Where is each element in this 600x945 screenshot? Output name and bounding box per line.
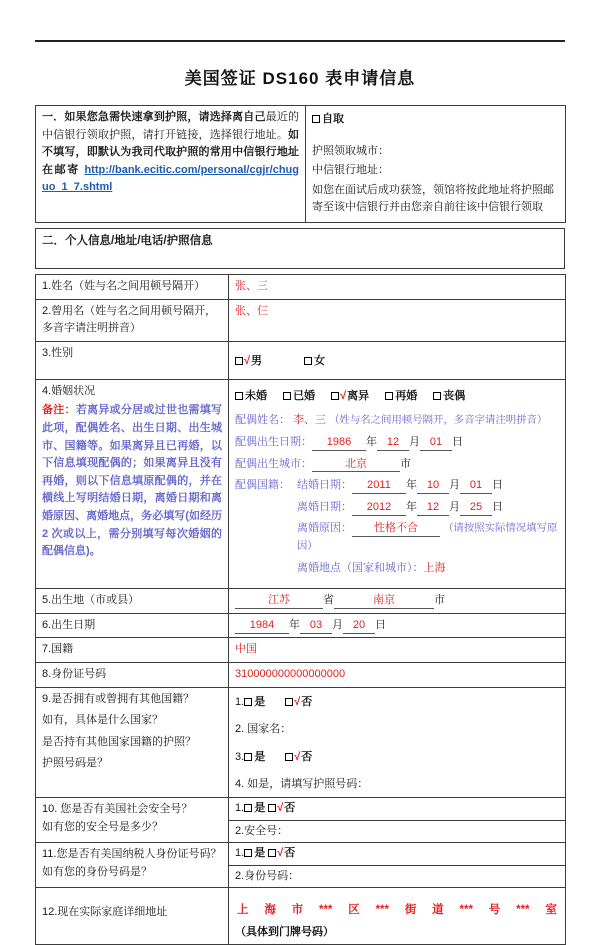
male-checkbox[interactable] (235, 355, 262, 367)
divorce-reason-label: 离婚原因： (297, 522, 352, 535)
birthdate-label: 6.出生日期 (36, 613, 229, 638)
female-checkbox[interactable] (304, 355, 325, 367)
other-nationality-label-line: 护照号码是？ (42, 757, 108, 770)
unit-month: 月 (409, 435, 420, 448)
checkbox-icon (331, 392, 339, 400)
spouse-city-label: 配偶出生城市： (235, 457, 312, 470)
address-segment: *** (375, 904, 390, 917)
checkbox-icon (285, 753, 293, 761)
taxpayer-yes-checkbox[interactable] (244, 847, 265, 859)
marriage-date-label: 结婚日期： (297, 479, 352, 492)
taxpayer-id-label-line: 如有您的身份号码是？ (42, 865, 152, 878)
other-passport-no-checkbox[interactable] (285, 751, 312, 763)
check-mark: √ (294, 695, 301, 708)
page-title: 美国签证 DS160 表申请信息 (184, 69, 416, 88)
former-name-label: 2.曾用名（姓与名之间用顿号隔开，多音字请注明拼音） (36, 299, 229, 341)
unit-year: 年 (289, 618, 300, 631)
divorce-date-day: 25 (460, 501, 492, 516)
address-segment: 号 (488, 904, 501, 917)
unit-city: 市 (400, 457, 411, 470)
pickup-instructions-cell (36, 106, 306, 223)
checkbox-label: 是 (254, 847, 266, 860)
spouse-dob-day: 01 (420, 436, 452, 451)
ssn-yes-checkbox[interactable] (244, 802, 265, 814)
marital-note-text: 若离异或分居或过世也需填写此项，配偶姓名、出生日期、出生城市、国籍等。如果离异且已再婚，以下信息填现配偶的；如果离异且没有再婚，则以下信息填原配偶的，并在横线上写明结婚日期，离婚日期和离婚原因、离婚地点，务必填写(如经历 2 次或以上，需分别填写每次婚姻的配偶信息)。 (42, 404, 223, 558)
unit-year: 年 (406, 500, 417, 513)
address-segment: 街 (404, 904, 417, 917)
name-value: 张、三 (235, 279, 268, 292)
home-address-value (235, 891, 559, 921)
unit-year: 年 (406, 479, 417, 492)
table-row (36, 843, 566, 888)
checkbox-icon (268, 849, 276, 857)
passport-number-label: 4. 如是，请填写护照号码： (235, 778, 369, 791)
other-nationality-label-line: 是否持有其他国家国籍的护照？ (42, 735, 196, 748)
ssn-label-line: 如有您的安全号是多少？ (42, 820, 163, 833)
checkbox-icon (244, 849, 252, 857)
line-prefix: 1. (235, 847, 245, 860)
divorce-place-value: 上海 (423, 561, 446, 574)
table-row (36, 663, 566, 688)
instruction-intro-rest: 最近的中信银行领取护照，请打开链接，选择银行地址。 (42, 111, 300, 141)
pickup-options-cell (306, 106, 566, 223)
checkbox-label: 是 (254, 801, 266, 814)
table-row (36, 106, 566, 223)
country-name-label: 2. 国家名： (235, 723, 292, 736)
checkbox-label: 否 (301, 750, 313, 763)
marital-options (235, 388, 559, 406)
checkbox-icon (285, 698, 293, 706)
former-name-value: 张、仨 (235, 304, 268, 317)
self-pickup-checkbox[interactable] (312, 113, 344, 125)
divorce-reason-value: 性格不合 (352, 522, 440, 537)
check-mark: √ (294, 750, 301, 763)
id-number-value: 310000000000000000 (235, 668, 346, 681)
address-segment: *** (318, 904, 333, 917)
bank-address-label: 中信银行地址： (312, 164, 389, 177)
checkbox-label: 离异 (347, 389, 370, 402)
table-row (36, 341, 566, 379)
checkbox-icon (244, 804, 252, 812)
taxpayer-id-label-line: 11.您是否有美国纳税人身份证号码？ (42, 848, 222, 861)
checkbox-icon (235, 357, 243, 365)
unit-day: 日 (492, 479, 503, 492)
other-nationality-label-line: 9.是否拥有或曾拥有其他国籍？ (42, 692, 195, 705)
birthplace-province: 江苏 (235, 594, 323, 609)
checkbox-icon (304, 357, 312, 365)
line-prefix: 1. (235, 695, 245, 708)
check-mark: √ (277, 801, 284, 814)
unit-year: 年 (366, 435, 377, 448)
check-mark: √ (277, 847, 284, 860)
checkbox-icon (433, 392, 441, 400)
spouse-dob-month: 12 (377, 436, 409, 451)
unit-day: 日 (375, 618, 386, 631)
birthplace-city: 南京 (334, 594, 434, 609)
divorce-date-month: 12 (417, 501, 449, 516)
address-segment: 道 (432, 904, 444, 917)
line-prefix: 3. (235, 750, 245, 763)
single-checkbox[interactable] (235, 390, 267, 402)
birthdate-day: 20 (343, 619, 375, 634)
taxpayer-number-label: 2.身份号码： (235, 869, 300, 882)
marital-note-label: 备注： (42, 404, 76, 417)
checkbox-icon (235, 392, 243, 400)
checkbox-label: 是 (254, 695, 266, 708)
checkbox-label: 未婚 (245, 389, 267, 402)
birthdate-year: 1984 (235, 619, 289, 634)
unit-day: 日 (452, 435, 463, 448)
checkbox-label: 否 (301, 695, 313, 708)
other-nationality-label-line: 如有，具体是什么国家？ (42, 714, 163, 727)
checkbox-label: 否 (284, 801, 296, 814)
address-segment: 区 (348, 904, 360, 917)
unit-city: 市 (434, 594, 445, 607)
checkbox-icon (268, 804, 276, 812)
instruction-intro-bold: 一．如果您急需快速拿到护照，请选择离自己 (42, 111, 266, 123)
spouse-name-hint: （姓与名之间用顿号隔开，多音字请注明拼音） (329, 415, 548, 427)
spouse-nationality-label: 配偶国籍： (235, 479, 290, 492)
divorce-reason-hint: （请按照实际情况填写原因） (297, 523, 558, 552)
divorce-place-label: 离婚地点（国家和城市）： (297, 561, 424, 574)
table-row (36, 274, 566, 299)
table-row (36, 797, 566, 842)
marital-status-label: 4.婚姻状况 (42, 384, 96, 397)
divorced-checkbox[interactable] (331, 390, 369, 402)
check-mark: √ (340, 389, 347, 402)
ssn-no-checkbox[interactable] (268, 802, 295, 814)
spouse-name-label: 配偶姓名： (235, 414, 290, 427)
check-mark: √ (244, 354, 251, 367)
table-row (36, 379, 566, 588)
name-label: 1.姓名（姓与名之间用顿号隔开） (36, 274, 229, 299)
address-detail-note: （具体到门牌号码） (235, 925, 334, 938)
spouse-dob-year: 1986 (312, 436, 366, 451)
marriage-date-month: 10 (417, 479, 449, 494)
checkbox-label: 否 (284, 847, 296, 860)
address-segment: 室 (545, 904, 557, 917)
checkbox-label: 女 (314, 354, 326, 367)
table-row (36, 888, 566, 945)
checkbox-label: 丧偶 (443, 389, 466, 402)
address-segment: 海 (264, 904, 276, 917)
bank-address-link[interactable]: http://bank.ecitic.com/personal/cgjr/chuguo_1_7.shtml (42, 163, 299, 194)
checkbox-icon (312, 115, 320, 123)
ssn-number-label: 2.安全号： (235, 824, 289, 837)
unit-month: 月 (332, 618, 343, 631)
other-passport-yes-checkbox[interactable] (244, 751, 265, 763)
passport-pickup-table (35, 105, 566, 223)
checkbox-icon (244, 698, 252, 706)
checkbox-icon (244, 753, 252, 761)
section2-header: 二．个人信息/地址/电话/护照信息 (36, 228, 565, 268)
document-page (0, 40, 600, 938)
personal-info-table (35, 274, 566, 945)
address-segment: *** (516, 904, 530, 917)
pickup-note: 如您在面试后成功获签，领馆将按此地址将护照邮寄至该中信银行并由您亲自前往该中信银行领取 (312, 183, 554, 214)
checkbox-label: 再婚 (395, 389, 418, 402)
married-checkbox[interactable] (283, 390, 315, 402)
unit-month: 月 (449, 500, 460, 513)
table-row (36, 299, 566, 341)
address-segment: 市 (291, 904, 304, 917)
title-rule (35, 40, 565, 42)
checkbox-label: 自取 (322, 113, 344, 125)
widowed-checkbox[interactable] (433, 390, 465, 402)
table-row (36, 589, 566, 614)
marriage-details-block (297, 477, 559, 581)
unit-province: 省 (323, 594, 334, 607)
pickup-city-label: 护照领取城市： (312, 144, 389, 157)
checkbox-label: 男 (251, 354, 263, 367)
unit-month: 月 (449, 479, 460, 492)
birthplace-label: 5.出生地（市或县） (36, 589, 229, 614)
address-segment: 上 (237, 904, 249, 917)
checkbox-icon (385, 392, 393, 400)
id-number-label: 8.身份证号码 (36, 663, 229, 688)
table-row (36, 687, 566, 797)
other-nationality-yes-checkbox[interactable] (244, 696, 265, 708)
spouse-name-value: 李、三 (293, 414, 327, 427)
checkbox-label: 是 (254, 750, 266, 763)
divorce-date-year: 2012 (352, 501, 406, 516)
taxpayer-no-checkbox[interactable] (268, 847, 295, 859)
unit-day: 日 (492, 500, 503, 513)
spouse-dob-label: 配偶出生日期： (235, 435, 312, 448)
address-segment: *** (459, 904, 473, 917)
spouse-city-value: 北京 (312, 458, 400, 473)
other-nationality-no-checkbox[interactable] (285, 696, 312, 708)
ssn-label-line: 10. 您是否有美国社会安全号？ (42, 802, 193, 815)
divorce-date-label: 离婚日期： (297, 500, 352, 513)
nationality-value: 中国 (235, 643, 257, 656)
marriage-date-year: 2011 (352, 479, 406, 494)
remarried-checkbox[interactable] (385, 390, 417, 402)
checkbox-icon (283, 392, 291, 400)
checkbox-label: 已婚 (293, 389, 316, 402)
marriage-date-day: 01 (460, 479, 492, 494)
table-row (36, 228, 565, 268)
personal-info-header-table (35, 228, 565, 269)
birthdate-month: 03 (300, 619, 332, 634)
instruction-bold-note: 如不填写，即默认为我司代取护照的常用中信银行地址在邮寄 (42, 128, 299, 176)
home-address-label: 12.现在实际家庭详细地址 (36, 888, 229, 945)
table-row (36, 613, 566, 638)
table-row (36, 638, 566, 663)
line-prefix: 1. (235, 801, 245, 814)
gender-label: 3.性别 (36, 341, 229, 379)
nationality-label: 7.国籍 (36, 638, 229, 663)
